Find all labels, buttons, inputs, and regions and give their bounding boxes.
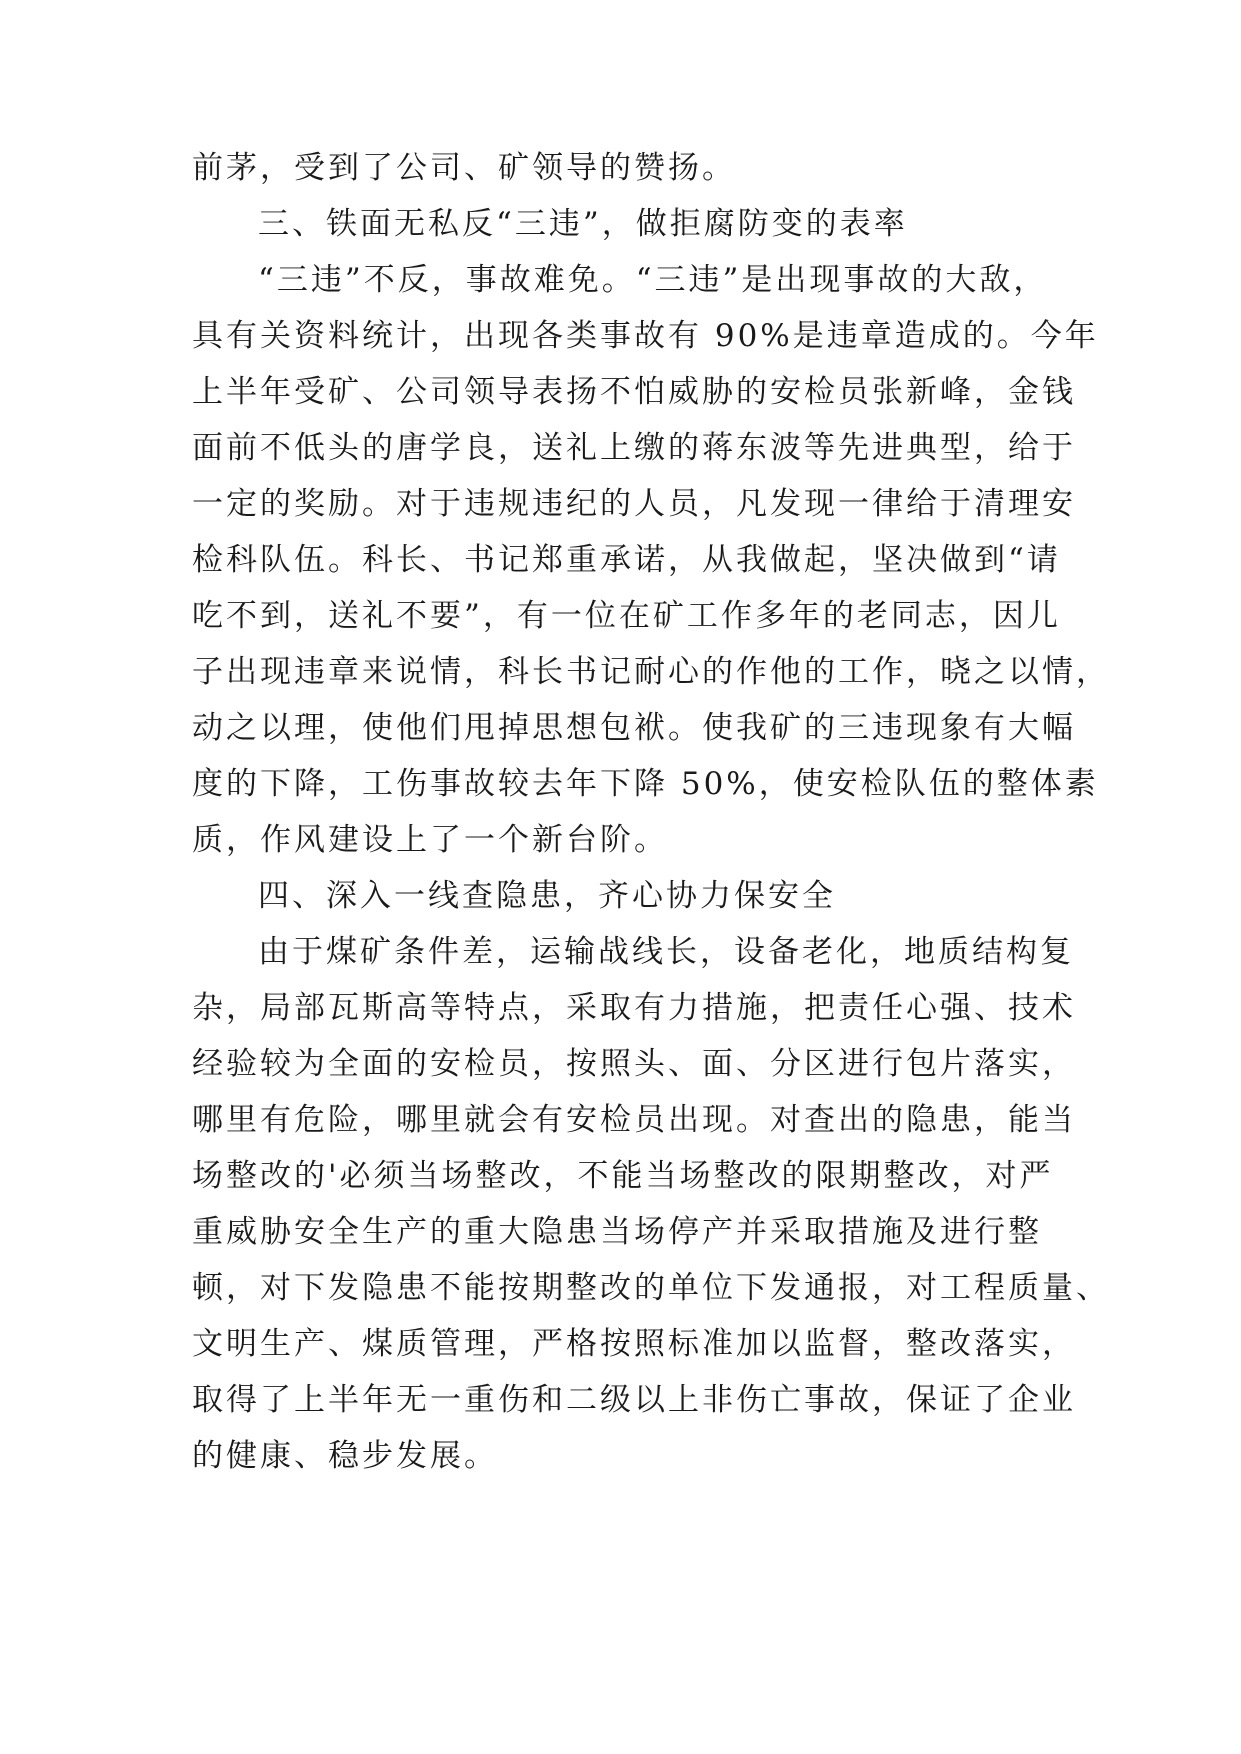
paragraph-line: 场整改的'必须当场整改，不能当场整改的限期整改，对严 (192, 1158, 1054, 1194)
paragraph-line: 由于煤矿条件差，运输战线长，设备老化，地质结构复 (258, 934, 1074, 970)
paragraph-line: 度的下降，工伤事故较去年下降 50%，使安检队伍的整体素 (192, 766, 1099, 802)
paragraph-line: 的健康、稳步发展。 (192, 1438, 498, 1474)
section-heading-3: 三、铁面无私反“三违”，做拒腐防变的表率 (258, 206, 908, 242)
paragraph-line: 上半年受矿、公司领导表扬不怕威胁的安检员张新峰，金钱 (192, 374, 1076, 410)
paragraph-line: 取得了上半年无一重伤和二级以上非伤亡事故，保证了企业 (192, 1382, 1076, 1418)
paragraph-line: 动之以理，使他们甩掉思想包袱。使我矿的三违现象有大幅 (192, 710, 1076, 746)
paragraph-line: 检科队伍。科长、书记郑重承诺，从我做起，坚决做到“请 (192, 542, 1061, 578)
paragraph-line: 文明生产、煤质管理，严格按照标准加以监督，整改落实， (192, 1326, 1076, 1362)
paragraph-line: 一定的奖励。对于违规违纪的人员，凡发现一律给于清理安 (192, 486, 1076, 522)
paragraph-line: 哪里有危险，哪里就会有安检员出现。对查出的隐患，能当 (192, 1102, 1076, 1138)
paragraph-line: 质，作风建设上了一个新台阶。 (192, 822, 668, 858)
paragraph-line: 吃不到，送礼不要”，有一位在矿工作多年的老同志，因儿 (192, 598, 1061, 634)
paragraph-line: 具有关资料统计，出现各类事故有 90%是违章造成的。今年 (192, 318, 1099, 354)
paragraph-line: “三违”不反，事故难免。“三违”是出现事故的大敌， (258, 262, 1048, 298)
paragraph-line: 顿，对下发隐患不能按期整改的单位下发通报，对工程质量、 (192, 1270, 1110, 1306)
paragraph-line: 杂，局部瓦斯高等特点，采取有力措施，把责任心强、技术 (192, 990, 1076, 1026)
paragraph-line: 重威胁安全生产的重大隐患当场停产并采取措施及进行整 (192, 1214, 1042, 1250)
paragraph-line: 经验较为全面的安检员，按照头、面、分区进行包片落实， (192, 1046, 1076, 1082)
section-heading-4: 四、深入一线查隐患，齐心协力保安全 (258, 878, 836, 914)
paragraph-line: 面前不低头的唐学良，送礼上缴的蒋东波等先进典型，给于 (192, 430, 1076, 466)
paragraph-line: 前茅，受到了公司、矿领导的赞扬。 (192, 150, 736, 186)
paragraph-line: 子出现违章来说情，科长书记耐心的作他的工作，晓之以情， (192, 654, 1110, 690)
